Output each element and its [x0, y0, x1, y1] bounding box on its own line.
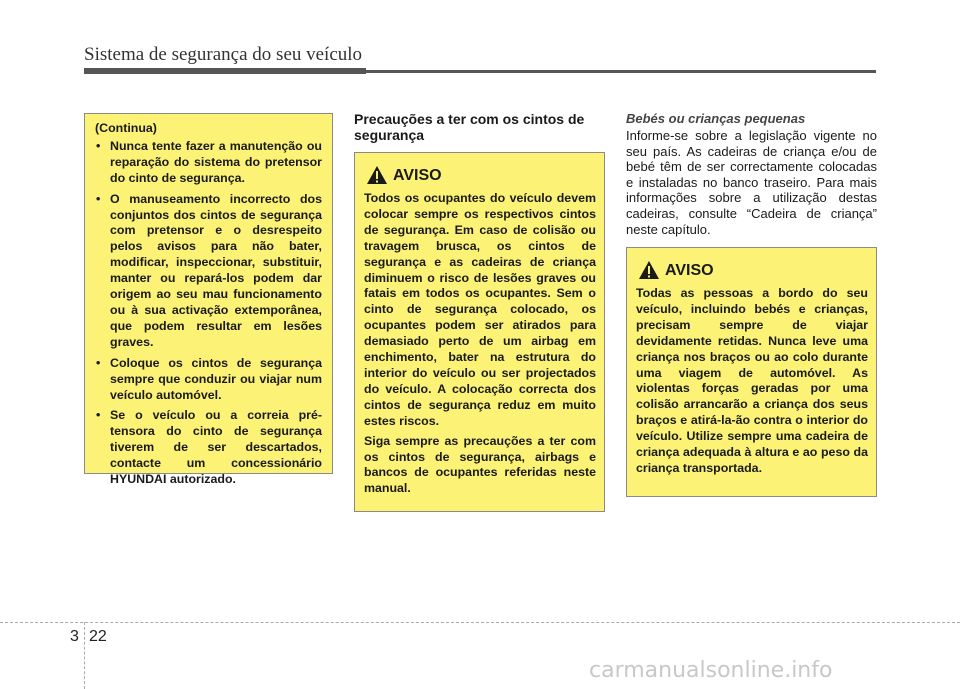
caution-list: [93, 139, 322, 488]
watermark: carmanualsonline.info: [589, 658, 833, 683]
continued-caution-box: [84, 113, 333, 487]
warning-triangle-icon: [638, 260, 660, 280]
chapter-number: 3: [70, 628, 79, 645]
caution-item-1: • Nunca tente fazer a manutenção ou reparação do sistema do pretensor do cinto de segurança.: [93, 139, 322, 187]
page-number: 22: [89, 628, 107, 645]
warning-title: AVISO: [665, 262, 714, 279]
caution-item-4: • Se o veículo ou a correia pré-tensora do cinto de segurança tiverem de ser descartados, contacte um concessionário HYUNDAI autorizado.: [93, 408, 322, 488]
warning-box-seatbelts: [354, 152, 605, 512]
subsection-title: Bebés ou crianças pequenas: [626, 111, 806, 126]
caution-item-3: • Coloque os cintos de segurança sempre que conduzir ou viajar num veículo automóvel.: [93, 356, 322, 404]
warning-box-children: [626, 247, 877, 497]
subsection-text: Informe-se sobre a legislação vigente no seu país. As cadeiras de criança e/ou de bebé têm de ser correctamente colocadas e instaladas no banco traseiro. Para mais informações sobre a utilização destas cadeiras, consulte “Cadeira de criança” neste capítulo.: [626, 128, 877, 237]
warning-paragraph-2: Siga sempre as precauções a ter com os cintos de segurança, airbags e bancos de ocupantes referidas neste manual.: [364, 433, 596, 496]
warning-paragraph-1: Todos os ocupantes do veículo devem colocar sempre os respectivos cintos de segurança. Em caso de colisão ou travagem brusca, os cintos de segurança e as cadeiras de criança diminuem o risco de lesões graves ou fatais em todos os ocupantes. Sem o cinto de segurança colocado, os ocupantes podem ser atirados para demasiado perto de um airbag em enchimento, bater na estrutura do interior do veículo ou ser projectados do veículo. A colocação correcta dos cintos de segurança reduz em muito estes riscos.: [364, 191, 596, 428]
warning-title: AVISO: [393, 167, 442, 184]
page-header-title: Sistema de segurança do seu veículo: [84, 44, 363, 65]
footer-divider: [84, 622, 85, 689]
warning-paragraph-1: Todas as pessoas a bordo do seu veículo, incluindo bebés e crianças, precisam sempre de viajar devidamente retidas. Nunca leve uma criança nos braços ou ao colo durante uma viagem de automóvel. As violentas forças geradas por uma colisão arrancarão a criança dos seus braços e atirá-la-ão contra o interior do veículo. Utilize sempre uma cadeira de criança adequada à altura e ao peso da criança transportada.: [636, 286, 868, 475]
continued-label: (Continua): [95, 121, 157, 135]
header-rule: [84, 68, 876, 74]
section-title: Precauções a ter com os cintos de segurança: [354, 111, 585, 143]
warning-triangle-icon: [366, 165, 388, 185]
caution-item-2: • O manuseamento incorrecto dos conjuntos dos cintos de segurança com pretensor e o desrespeito pelos avisos para não bater, modificar, inspeccionar, substituir, manter ou repará-los podem dar origem ao seu mau funcionamento ou à sua activação extemporânea, que podem resultar em lesões graves.: [93, 192, 322, 351]
footer-rule: [0, 622, 960, 623]
